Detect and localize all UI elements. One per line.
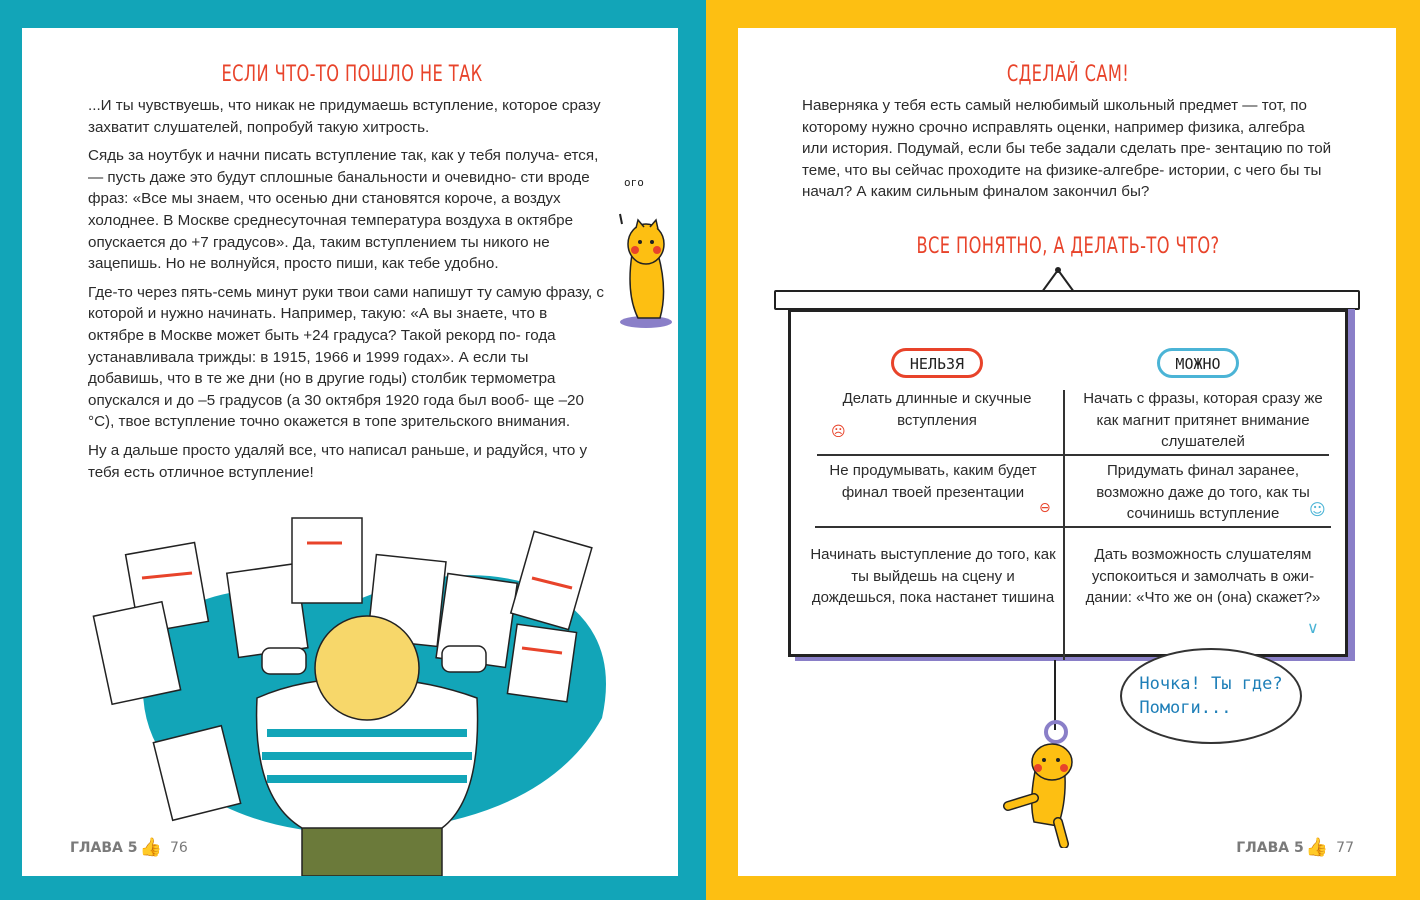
left-footer (70, 837, 188, 858)
right-heading: СДЕЛАЙ САМ! (1006, 62, 1130, 87)
board-rod (774, 290, 1360, 310)
hanging-cat-illustration (968, 718, 1108, 848)
speech-bubble (1120, 648, 1302, 744)
cat-label: ого (624, 176, 644, 189)
left-page (22, 28, 678, 876)
paragraph: ...И ты чувствуешь, что никак не придумаешь вступление, которое сразу захватит слушателей, попробуй такую хитрость. (88, 97, 601, 136)
paragraph: Где-то через пять-семь минут руки твои сами напишут ту самую фразу, с которой и нужно начинать. Например, такую: «А вы знаете, что в октябре в Москве может быть +24 градуса? Такой рекорд по- года устанавливала трижды: в 1915, 1966 и 1999 годах». А если ты добавишь, что в те же дни (но в другие годы) столбик термометра опускался и до –5 градусов (а 30 октября 1920 года был вооб- ще –20 °С), твое вступление точно окажется в топе зрительского внимания. (88, 283, 605, 431)
projector-board (788, 309, 1348, 657)
cannot-pill: НЕЛЬЗЯ (891, 348, 983, 378)
boy-with-papers-illustration (82, 498, 642, 876)
table-divider (1063, 390, 1065, 660)
smile-icon: ☺ (1309, 500, 1326, 519)
left-body (88, 95, 604, 490)
cannot-cell: Делать длинные и скучные вступления (842, 390, 1032, 429)
can-cell: Придумать финал заранее, возможно даже до того, как ты сочинишь вступление (1096, 462, 1310, 523)
frown-icon: ☹ (831, 424, 846, 440)
minus-icon: ⊖ (1039, 500, 1051, 516)
can-pill: МОЖНО (1157, 348, 1239, 378)
table-divider (817, 454, 1329, 456)
cannot-cell: Начинать выступление до того, как ты выйдешь на сцену и дождешься, пока настанет тишина (810, 546, 1056, 607)
page-number: 77 (1336, 839, 1354, 856)
can-cell: Дать возможность слушателям успокоиться и замолчать в ожи- дании: «Что же он (она) скажет?» (1085, 546, 1321, 607)
chapter-label: ГЛАВА 5 (70, 839, 138, 856)
page-number: 76 (169, 839, 188, 856)
thumbs-up-icon: 👍 (139, 837, 162, 858)
speech-text: Ночка! Ты где? (1139, 674, 1283, 694)
right-footer (1236, 837, 1354, 858)
paragraph: Сядь за ноутбук и начни писать вступление так, как у тебя получа- ется, — пусть даже это будут сплошные банальности и очевидно- сти вроде фраз: «Все мы знаем, что осенью дни становятся короче, а воздух холоднее. В Москве среднесуточная температура воздуха в октябре опускается до +7 градусов». Да, таким вступлением ты никого не зацепишь. Но не волнуйся, просто пиши, как тебе удобно. (88, 147, 599, 273)
chapter-label: ГЛАВА 5 (1236, 839, 1304, 856)
table-divider (815, 526, 1331, 528)
cannot-cell: Не продумывать, каким будет финал твоей презентации (829, 462, 1037, 501)
right-subheading: ВСЕ ПОНЯТНО, А ДЕЛАТЬ-ТО ЧТО? (916, 234, 1220, 259)
thumbs-up-icon: 👍 (1305, 837, 1329, 858)
cat-illustration (608, 194, 678, 334)
right-page (738, 28, 1396, 876)
check-icon: ∨ (1307, 618, 1319, 637)
paragraph: Ну а дальше просто удаляй все, что написал раньше, и радуйся, что у тебя есть отличное вступление! (88, 441, 588, 481)
speech-text: Помоги... (1139, 698, 1232, 718)
left-heading: ЕСЛИ ЧТО-ТО ПОШЛО НЕ ТАК (221, 62, 483, 87)
right-body: Наверняка у тебя есть самый нелюбимый школьный предмет — тот, по которому нужно срочно исправлять оценки, например физика, алгебра или история. Подумай, если бы тебе задали сделать пре- зентацию по той теме, что вы сейчас проходите на физике-алгебре- истории, с чего бы ты начал? А каким сильным финалом закончил бы? (802, 97, 1332, 201)
can-cell: Начать с фразы, которая сразу же как магнит притянет внимание слушателей (1083, 390, 1323, 451)
